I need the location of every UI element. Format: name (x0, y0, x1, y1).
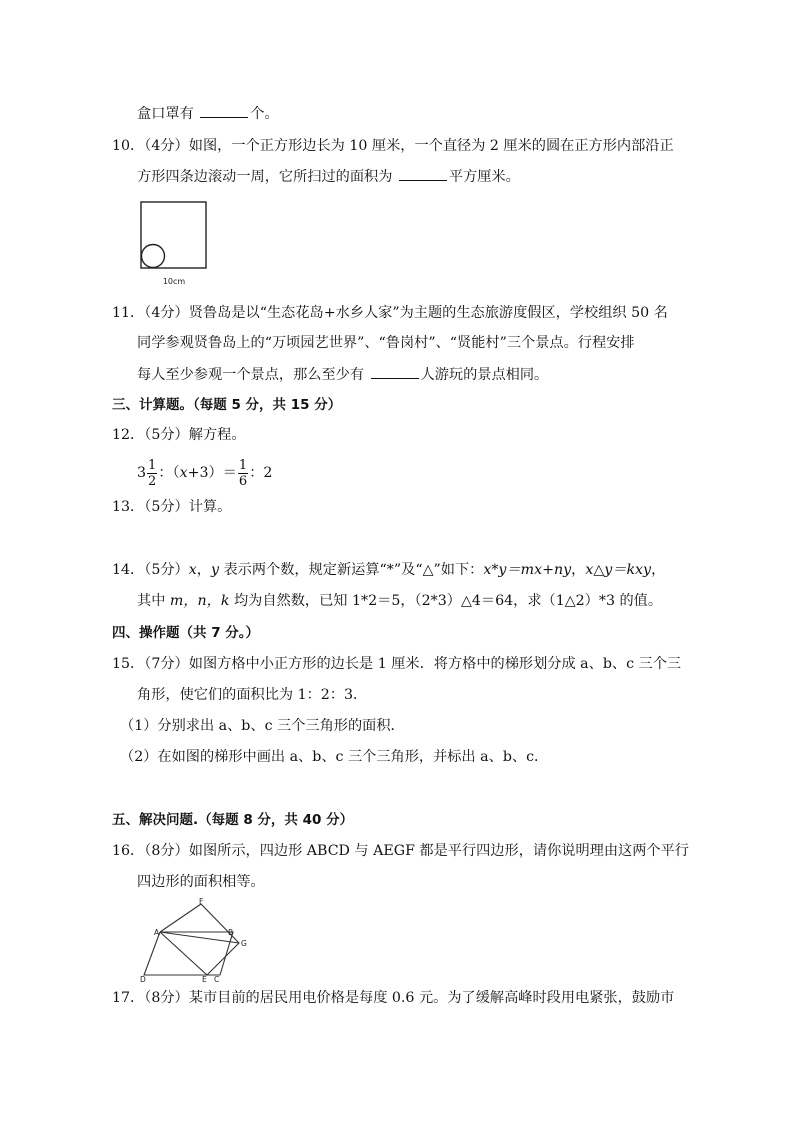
question-text: 方形四条边滚动一周，它所扫过的面积为 (137, 169, 393, 185)
question-score: （7分） (144, 656, 189, 672)
question-13 (112, 497, 231, 517)
question-15-line2: 角形，使它们的面积比为 1：2：3． (137, 687, 368, 703)
question-score: （4分） (144, 138, 189, 154)
question-text: 某市目前的居民用电价格是每度 0.6 元。为了缓解高峰时段用电紧张，鼓励市 (188, 990, 675, 1006)
question-number: 12． (112, 427, 145, 443)
figure-label-10cm: 10cm (162, 277, 186, 286)
question-17 (112, 988, 674, 1008)
punct: ， (196, 562, 211, 578)
q9-text-before: 盒口罩有 (137, 106, 194, 122)
question-15 (112, 654, 681, 674)
question-14-line2 (137, 591, 662, 611)
label-f: F (199, 898, 204, 906)
label-a: A (154, 928, 160, 937)
q9-tail (137, 103, 279, 124)
question-text: 解方程。 (188, 427, 246, 443)
frac-denominator: 6 (238, 473, 248, 489)
question-11-line2: 同学参观贤鲁岛上的“万顷园艺世界”、“鲁岗村”、“贤能村”三个景点。行程安排 (137, 335, 635, 351)
question-12 (112, 425, 246, 445)
question-text: 如图所示，四边形 ABCD 与 AEGF 都是平行四边形，请你说明理由这两个平行 (188, 843, 689, 859)
question-score: （8分） (144, 990, 189, 1006)
punct: ， (651, 562, 666, 578)
question-text: 计算。 (188, 499, 232, 515)
question-number: 15． (112, 656, 145, 672)
square-circle-figure (138, 200, 210, 292)
frac-numerator: 1 (238, 457, 248, 473)
question-text: 平方厘米。 (448, 169, 520, 185)
circle-shape (142, 245, 165, 268)
parallelogram-abcd (144, 932, 233, 975)
question-number: 14． (112, 562, 145, 578)
question-15-sub1: （1）分别求出 a、b、c 三个三角形的面积． (120, 718, 405, 734)
label-d: D (140, 975, 146, 982)
question-15-sub2: （2）在如图的梯形中画出 a、b、c 三个三角形，并标出 a、b、c． (120, 749, 549, 765)
eq-text: ：（ (158, 465, 180, 481)
question-number: 10． (112, 138, 145, 154)
question-text: 如图方格中小正方形的边长是 1 厘米．将方格中的梯形划分成 a、b、c 三个三 (188, 656, 682, 672)
question-16-line2: 四边形的面积相等。 (137, 874, 265, 890)
section-4-title: 四、操作题（共 7 分。） (112, 625, 260, 641)
question-score: （8分） (144, 843, 189, 859)
eq-text: ：2 (249, 465, 273, 481)
label-c: C (214, 975, 220, 982)
question-text: 均为自然数，已知 1*2＝5，（2*3）△4＝64，求（1△2）*3 的值。 (229, 593, 663, 609)
frac-numerator: 1 (148, 457, 157, 473)
question-score: （5分） (144, 562, 189, 578)
section-5-title: 五、解决问题.（每题 8 分，共 40 分） (112, 812, 354, 828)
label-e: E (202, 975, 207, 982)
question-11-line3 (137, 364, 548, 385)
question-10 (112, 136, 674, 156)
eq-variable: x (179, 465, 188, 481)
question-number: 17． (112, 990, 145, 1006)
vars-mnk: m，n，k (169, 593, 230, 609)
question-number: 13． (112, 499, 145, 515)
eq-text: +3）＝ (187, 465, 237, 481)
fraction-one-sixth (238, 458, 248, 489)
question-text: 如图，一个正方形边长为 10 厘米，一个直径为 2 厘米的圆在正方形内部沿正 (188, 138, 674, 154)
question-number: 16． (112, 843, 145, 859)
question-text: 其中 (137, 593, 170, 609)
parallelogram-aegf (160, 904, 239, 975)
punct: ， (571, 562, 586, 578)
question-14 (112, 560, 665, 580)
question-score: （5分） (144, 427, 189, 443)
question-10-line2 (137, 166, 520, 187)
question-text: 贤鲁岛是以“生态花岛+水乡人家”为主题的生态旅游度假区，学校组织 50 名 (188, 305, 668, 321)
label-b: B (228, 928, 234, 937)
frac-denominator: 2 (148, 473, 157, 489)
q9-text-after: 个。 (250, 106, 279, 122)
operation-triangle: x△y＝kxy (585, 562, 652, 578)
parallelogram-figure (136, 898, 252, 982)
label-g: G (241, 939, 247, 948)
question-text: 人游玩的景点相同。 (420, 367, 549, 383)
question-number: 11． (112, 305, 145, 321)
question-text: 每人至少参观一个景点，那么至少有 (137, 367, 365, 383)
answer-blank[interactable] (399, 166, 447, 181)
var-y: y (210, 562, 219, 578)
square-shape (141, 202, 206, 268)
answer-blank[interactable] (200, 103, 248, 118)
fraction-one-half (147, 458, 157, 489)
section-3-title: 三、计算题。（每题 5 分，共 15 分） (112, 397, 342, 413)
question-16 (112, 841, 689, 861)
question-12-equation (137, 455, 272, 491)
question-11 (112, 303, 668, 323)
eq-whole: 3 (137, 465, 147, 481)
question-score: （5分） (144, 499, 189, 515)
answer-blank[interactable] (371, 364, 419, 379)
question-text: 表示两个数，规定新运算“*”及“△”如下： (218, 562, 484, 578)
operation-star: x*y＝mx+ny (483, 562, 572, 578)
question-score: （4分） (144, 305, 189, 321)
var-x: x (188, 562, 197, 578)
